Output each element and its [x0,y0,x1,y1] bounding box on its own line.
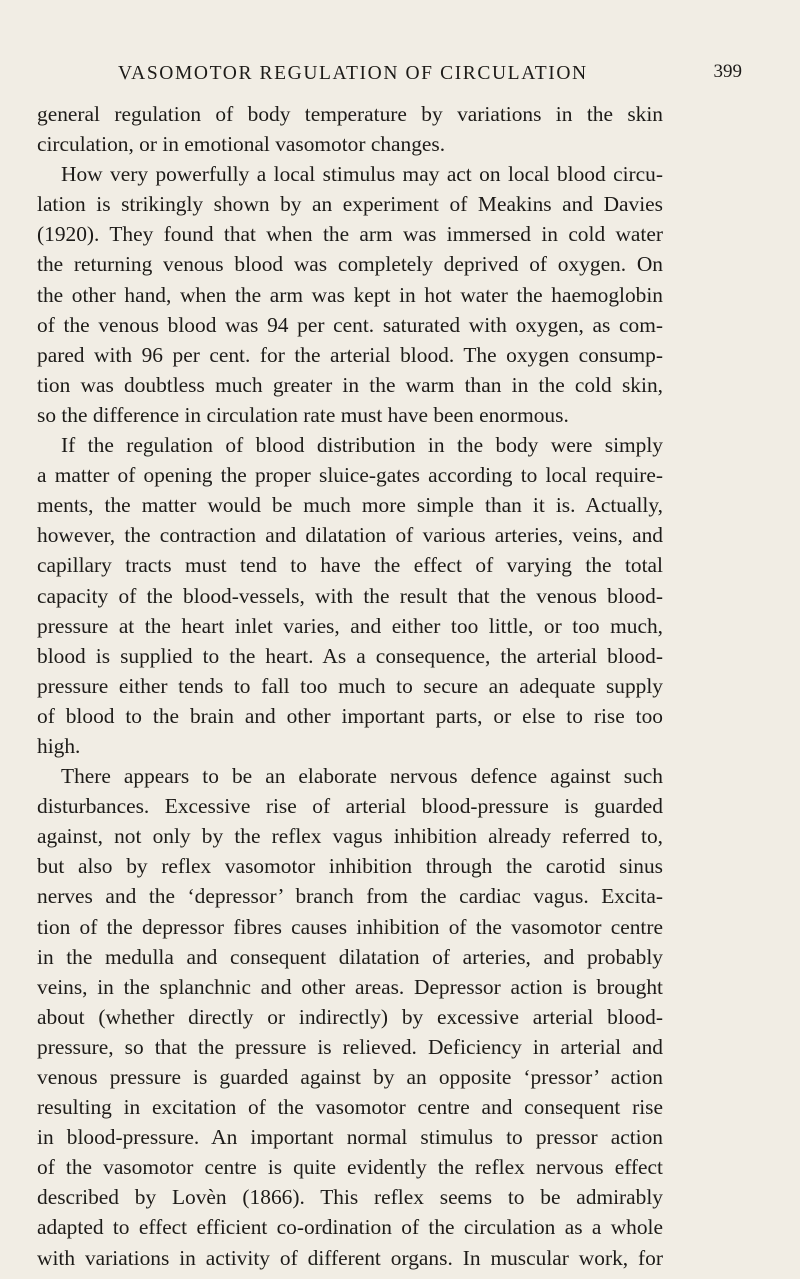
text-line: tion of the depressor fibres causes inhibition of the vasomotor centre [37,914,663,939]
text-line: How very powerfully a local stimulus may act on local blood circu- [61,162,663,187]
body-text [37,99,663,1273]
running-title: VASOMOTOR REGULATION OF CIRCULATION [118,63,588,84]
text-line: of the vasomotor centre is quite evidently the reflex nervous effect [37,1155,663,1180]
text-line: described by Lovèn (1866). This reflex seems to be admirably [37,1185,663,1210]
text-line: but also by reflex vasomotor inhibition through the carotid sinus [37,854,663,879]
text-line: a matter of opening the proper sluice-gates according to local require- [37,463,663,488]
text-line: circulation, or in emotional vasomotor changes. [37,132,446,157]
text-line: of the venous blood was 94 per cent. saturated with oxygen, as com- [37,312,663,337]
text-line: the other hand, when the arm was kept in hot water the haemoglobin [37,282,663,307]
text-line: blood is supplied to the heart. As a consequence, the arterial blood- [37,643,663,668]
text-line: pressure at the heart inlet varies, and either too little, or too much, [37,613,663,638]
text-line: in the medulla and consequent dilatation of arteries, and probably [37,944,663,969]
text-line: in blood-pressure. An important normal stimulus to pressor action [37,1125,663,1150]
text-line: pressure, so that the pressure is relieved. Deficiency in arterial and [37,1034,663,1059]
text-line: of blood to the brain and other important parts, or else to rise too [37,703,663,728]
text-line: with variations in activity of different organs. In muscular work, for [37,1245,663,1270]
text-line: against, not only by the reflex vagus inhibition already referred to, [37,824,663,849]
text-line: lation is strikingly shown by an experiment of Meakins and Davies [37,192,663,217]
text-line: disturbances. Excessive rise of arterial blood-pressure is guarded [37,794,663,819]
text-line: If the regulation of blood distribution in the body were simply [61,433,663,458]
text-line: capillary tracts must tend to have the effect of varying the total [37,553,663,578]
text-line: veins, in the splanchnic and other areas. Depressor action is brought [37,974,663,999]
text-line: however, the contraction and dilatation of various arteries, veins, and [37,523,663,548]
text-line: venous pressure is guarded against by an opposite ‘pressor’ action [37,1065,663,1089]
text-line: about (whether directly or indirectly) by excessive arterial blood- [37,1004,663,1029]
text-line: capacity of the blood-vessels, with the result that the venous blood- [37,583,663,608]
page-number: 399 [713,61,742,82]
text-line: nerves and the ‘depressor’ branch from the cardiac vagus. Excita- [37,884,663,909]
text-line: tion was doubtless much greater in the warm than in the cold skin, [37,372,663,397]
text-line: (1920). They found that when the arm was immersed in cold water [37,222,663,247]
text-line: adapted to effect efficient co-ordination of the circulation as a whole [37,1215,663,1240]
text-line: general regulation of body temperature by variations in the skin [37,102,663,126]
text-line: ments, the matter would be much more simple than it is. Actually, [37,493,663,518]
text-line: the returning venous blood was completely deprived of oxygen. On [37,252,663,277]
text-line: high. [37,733,81,758]
text-line: pared with 96 per cent. for the arterial blood. The oxygen consump- [37,342,663,367]
text-line: There appears to be an elaborate nervous defence against such [61,764,663,789]
text-line: so the difference in circulation rate must have been enormous. [37,402,569,427]
text-line: resulting in excitation of the vasomotor centre and consequent rise [37,1095,663,1120]
running-head [118,61,742,89]
text-line: pressure either tends to fall too much to secure an adequate supply [37,673,663,698]
